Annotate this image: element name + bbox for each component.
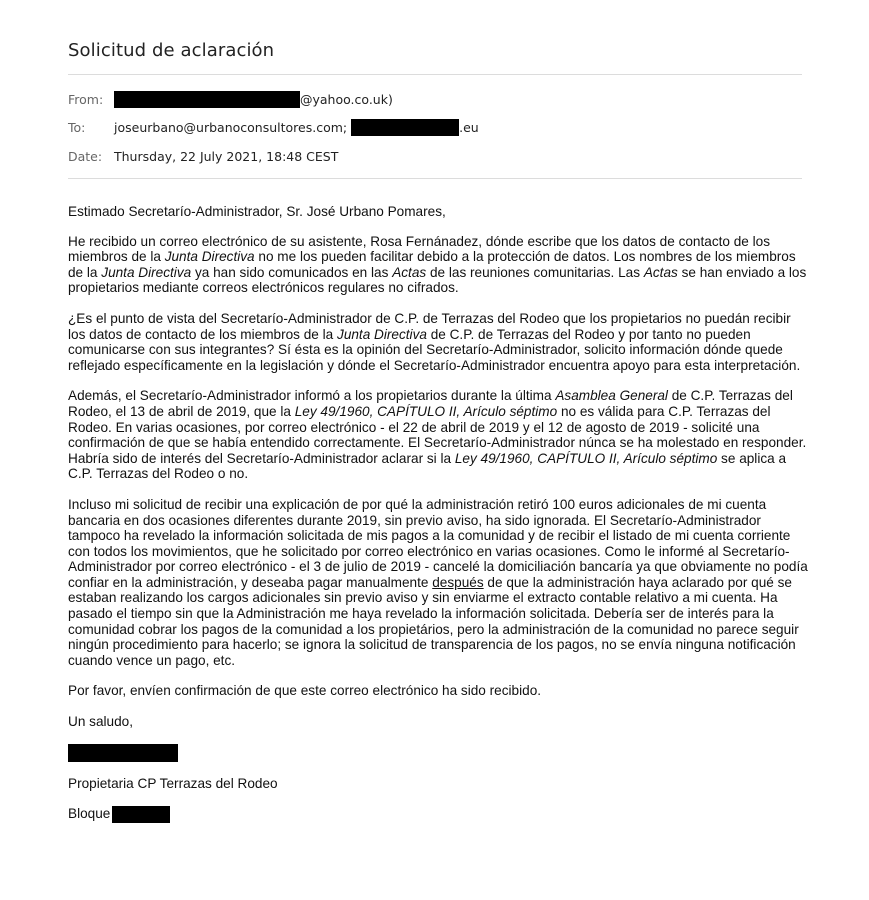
header-divider-top: [68, 74, 802, 75]
to-address-suffix: .eu: [459, 119, 479, 135]
email-body: [68, 204, 808, 838]
to-row: [68, 117, 479, 137]
from-row: [68, 89, 393, 109]
paragraph-1: He recibido un correo electrónico de su asistente, Rosa Fernánadez, dónde escribe que los datos de contacto de los miembros de la Junta Directiva no me los pueden facilitar debido a la protección de datos. Los nombres de los miembros de la Junta Directiva ya han sido comunicados en las Actas de las reuniones comunitarias. Las Actas se han enviado a los propietarios mediante correos electrónicos regulares no cifrados.: [68, 233, 807, 296]
greeting: Estimado Secretarío-Administrador, Sr. José Urbano Pomares,: [68, 204, 446, 219]
redacted-bloque: [112, 806, 170, 823]
header-divider-bottom: [68, 178, 802, 179]
paragraph-2: ¿Es el punto de vista del Secretarío-Administrador de C.P. de Terrazas del Rodeo que los propietarios no puedán recibir los datos de contacto de los miembros de la Junta Directiva de C.P. de Terrazas del Rodeo y por tanto no pueden comunicarse con sus integrantes? Sí ésta es la opinión del Secretarío-Administrador, solicito información dónde quede reflejado específicamente en la legislación y dónde el Secretarío-Administrador encuentra apoyo para esta interpretación.: [68, 310, 801, 373]
bloque-line: Bloque: [68, 806, 808, 823]
paragraph-3: Además, el Secretarío-Administrador informó a los propietarios durante la última Asamblea General de C.P. Terrazas del Rodeo, el 13 de abril de 2019, que la Ley 49/1960, CAPÍTULO II, Arículo séptimo no es válida para C.P. Terrazas del Rodeo. En varias ocasiones, por correo electrónico - el 22 de abril de 2019 y el 12 de agosto de 2019 - solicité una confirmación de que se había entendido correctamente. El Secretarío-Administrador núnca se ha molestado en responder. Habría sido de interés del Secretarío-Administrador aclarar si la Ley 49/1960, CAPÍTULO II, Arículo séptimo se aplica a C.P. Terrazas del Rodeo o no.: [68, 388, 807, 482]
redacted-recipient: [351, 119, 459, 136]
from-address-suffix: @yahoo.co.uk): [300, 91, 393, 107]
date-row: [68, 146, 338, 166]
email-subject: Solicitud de aclaración: [68, 40, 275, 61]
closing: Un saludo,: [68, 714, 133, 730]
to-label: To:: [68, 119, 86, 135]
paragraph-4: Incluso mi solicitud de recibir una explicación de por qué la administración retiró 100 euros adicionales de mi cuenta bancaria en dos ocasiones diferentes durante 2019, sin previo aviso, ha sido ignorada. El Secretarío-Administrador tampoco ha revelado la información solicitada de mis pagos a la comunidad y de recibir el listado de mi cuenta corriente con todos los movimientos, que he solicitado por correo electrónico en varias ocasiones. Como le informé al Secretarío-Administrador por correo electrónico - el 3 de julio de 2019 - cancelé la domiciliación bancaría ya que obviamente no podía confiar en la administración, y deseaba pagar manualmente después de que la administración haya aclarado por qué se estaban realizando los cargos adicionales sin previo aviso y sin enviarme el extracto contable relativo a mi cuenta. Ha pasado el tiempo sin que la Administración me haya revelado la información solicitada. Debería ser de interés para la comunidad cobrar los pagos de la comunidad a los propietários, pero la administración de la comunidad no parece seguir ningún procedimiento para hacerlo; se ignora la solicitud de transparencia de los pagos, no se envía ninguna notificación cuando vence un pago, etc.: [68, 496, 808, 668]
paragraph-5: Por favor, envíen confirmación de que este correo electrónico ha sido recibido.: [68, 683, 542, 699]
signature-title: Propietaria CP Terrazas del Rodeo: [68, 775, 278, 791]
redacted-sender-name: [114, 91, 300, 108]
from-label: From:: [68, 91, 104, 107]
to-address[interactable]: joseurbano@urbanoconsultores.com;: [114, 119, 348, 135]
date-label: Date:: [68, 148, 103, 164]
redacted-signature-name: [68, 744, 808, 762]
date-value: Thursday, 22 July 2021, 18:48 CEST: [114, 148, 339, 164]
